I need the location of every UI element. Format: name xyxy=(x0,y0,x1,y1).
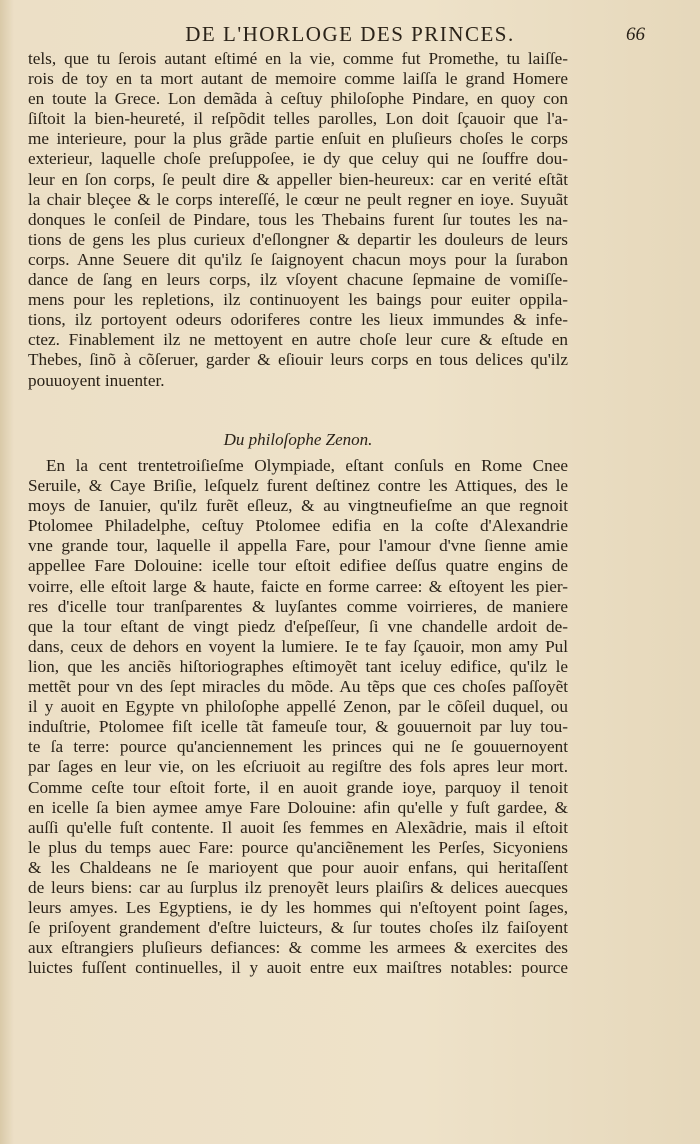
text-line: ctez. Finablement ilz ne mettoyent en autre choſe leur cure & eſtude en xyxy=(28,330,568,350)
text-line: mettẽt pour vn des ſept miracles du mõde. Au tẽps que ces choſes paſſoyẽt xyxy=(28,677,568,697)
text-line: rois de toy en ta mort autant de memoire comme laiſſa le grand Homere xyxy=(28,69,568,89)
text-line: il y auoit en Egypte vn philoſophe appellé Zenon, par le cõſeil duquel, ou xyxy=(28,697,568,717)
text-line: Thebes, ſinõ à cõſeruer, garder & eſiouir leurs corps en tous delices qu'ilz xyxy=(28,350,568,370)
text-line: Comme ceſte tour eſtoit forte, il en auoit grande ioye, parquoy il tenoit xyxy=(28,777,568,797)
text-line: leurs amyes. Les Egyptiens, ie dy les hommes qui n'eſtoyent point ſages, xyxy=(28,898,568,918)
text-line: en icelle ſa bien aymee amye Fare Dolouine: afin qu'elle y fuſt gardee, & xyxy=(28,797,568,817)
text-line: leur en ſon corps, ſe peult dire & appeller bien-heureux: car en verité eſtãt xyxy=(28,169,568,189)
text-line: la chair bleçee & le corps intereſſé, le cœur ne peult regner en ioye. Suyuãt xyxy=(28,189,568,209)
text-line: res d'icelle tour tranſparentes & luyſantes comme voirrieres, de maniere xyxy=(28,596,568,616)
section-title: Du philoſophe Zenon. xyxy=(223,430,373,449)
text-line: corps. Anne Seuere dit qu'ilz ſe ſaignoyent chacun moys pour la ſurabon xyxy=(28,249,568,269)
text-line: moys de Ianuier, qu'ilz furẽt eſleuz, & au vingtneufieſme an que regnoit xyxy=(28,496,568,516)
text-line: ſiſtoit la bien-heureté, il reſpõdit telles parolles, Lon doit ſçauoir que l'a- xyxy=(28,109,568,129)
text-line: Ptolomee Philadelphe, ceſtuy Ptolomee edifia en la coſte d'Alexandrie xyxy=(28,516,568,536)
text-line: tels, que tu ſerois autant eſtimé en la vie, comme fut Promethe, tu laiſſe- xyxy=(28,49,568,68)
text-line: par ſages en leur vie, on les eſcriuoit au regiſtre des fols apres leur mort. xyxy=(28,757,568,777)
text-line: donques le conſeil de Pindare, tous les Thebains furent ſur toutes les na- xyxy=(28,209,568,229)
text-line: en toute la Grece. Lon demãda à ceſtuy philoſophe Pindare, en quoy con xyxy=(28,89,568,109)
text-line: induſtrie, Ptolomee fiſt icelle tãt fameuſe tour, & gouuernoit par luy tou- xyxy=(28,717,568,737)
text-line: ſe priſoyent grandement d'eſtre luicteurs, & ſur toutes choſes ilz faiſoyent xyxy=(28,918,568,938)
paragraph-pindare xyxy=(28,49,568,391)
page-header xyxy=(0,22,700,52)
text-line: vne grande tour, laquelle il appella Fare, pour l'amour d'vne ſienne amie xyxy=(28,536,568,556)
running-title: DE L'HORLOGE DES PRINCES. xyxy=(185,22,515,46)
text-line: auſſi qu'elle fuſt contente. Il auoit ſes femmes en Alexãdrie, mais il eſtoit xyxy=(28,817,568,837)
text-line: Seruile, & Caye Briſie, leſquelz furent deſtinez contre les Attiques, des le xyxy=(28,476,568,496)
text-line: En la cent trentetroiſieſme Olympiade, eſtant conſuls en Rome Cnee xyxy=(46,456,568,475)
text-line: de leurs biens: car au ſurplus ilz prenoyẽt leurs plaiſirs & delices auecques xyxy=(28,877,568,897)
text-line: tions, ilz portoyent odeurs odoriferes contre les lieux immundes & infe- xyxy=(28,310,568,330)
text-line: luictes fuſſent continuelles, il y auoit entre eux maiſtres notables: pource xyxy=(28,958,568,978)
text-line: & les Chaldeans ne ſe marioyent que pour auoir enfans, qui heritaſſent xyxy=(28,857,568,877)
text-line: mens pour les repletions, ilz continuoyent les baings pour euiter oppila- xyxy=(28,290,568,310)
text-line: dance de ſang en leurs corps, ilz vſoyent chacune ſepmaine de vomiſſe- xyxy=(28,270,568,290)
text-line: me interieure, pour la plus grãde partie enſuit en pluſieurs choſes le corps xyxy=(28,129,568,149)
text-line: pouuoyent inuenter. xyxy=(28,370,165,390)
text-line: dans, ceux de dehors en voyent la lumiere. Ie te fay ſçauoir, mon amy Pul xyxy=(28,636,568,656)
page-number: 66 xyxy=(626,24,645,45)
text-line: le plus du temps auec Fare: pource qu'anciẽnement les Perſes, Sicyoniens xyxy=(28,837,568,857)
text-line: que la tour eſtant de vingt piedz d'eſpeſſeur, ſi vne chandelle ardoit de- xyxy=(28,616,568,636)
paragraph-zenon xyxy=(28,456,568,978)
text-line: exterieur, laquelle choſe preſuppoſee, ie dy que celuy qui ne ſouffre dou- xyxy=(28,149,568,169)
text-line: lion, que les anciẽs hiſtoriographes eſtimoyẽt tant iceluy edifice, qu'ilz le xyxy=(28,656,568,676)
text-line: appellee Fare Dolouine: icelle tour eſtoit edifiee deſſus quatre engins de xyxy=(28,556,568,576)
text-line: tions de gens les plus curieux d'eſlongner & departir les douleurs de leurs xyxy=(28,229,568,249)
text-line: te ſa terre: pource qu'anciennement les princes qui ne ſe gouuernoyent xyxy=(28,737,568,757)
text-line: voirre, elle eſtoit large & haute, faicte en forme carree: & eſtoyent les pier- xyxy=(28,576,568,596)
text-line: aux eſtrangiers pluſieurs defiances: & comme les armees & exercites des xyxy=(28,938,568,958)
